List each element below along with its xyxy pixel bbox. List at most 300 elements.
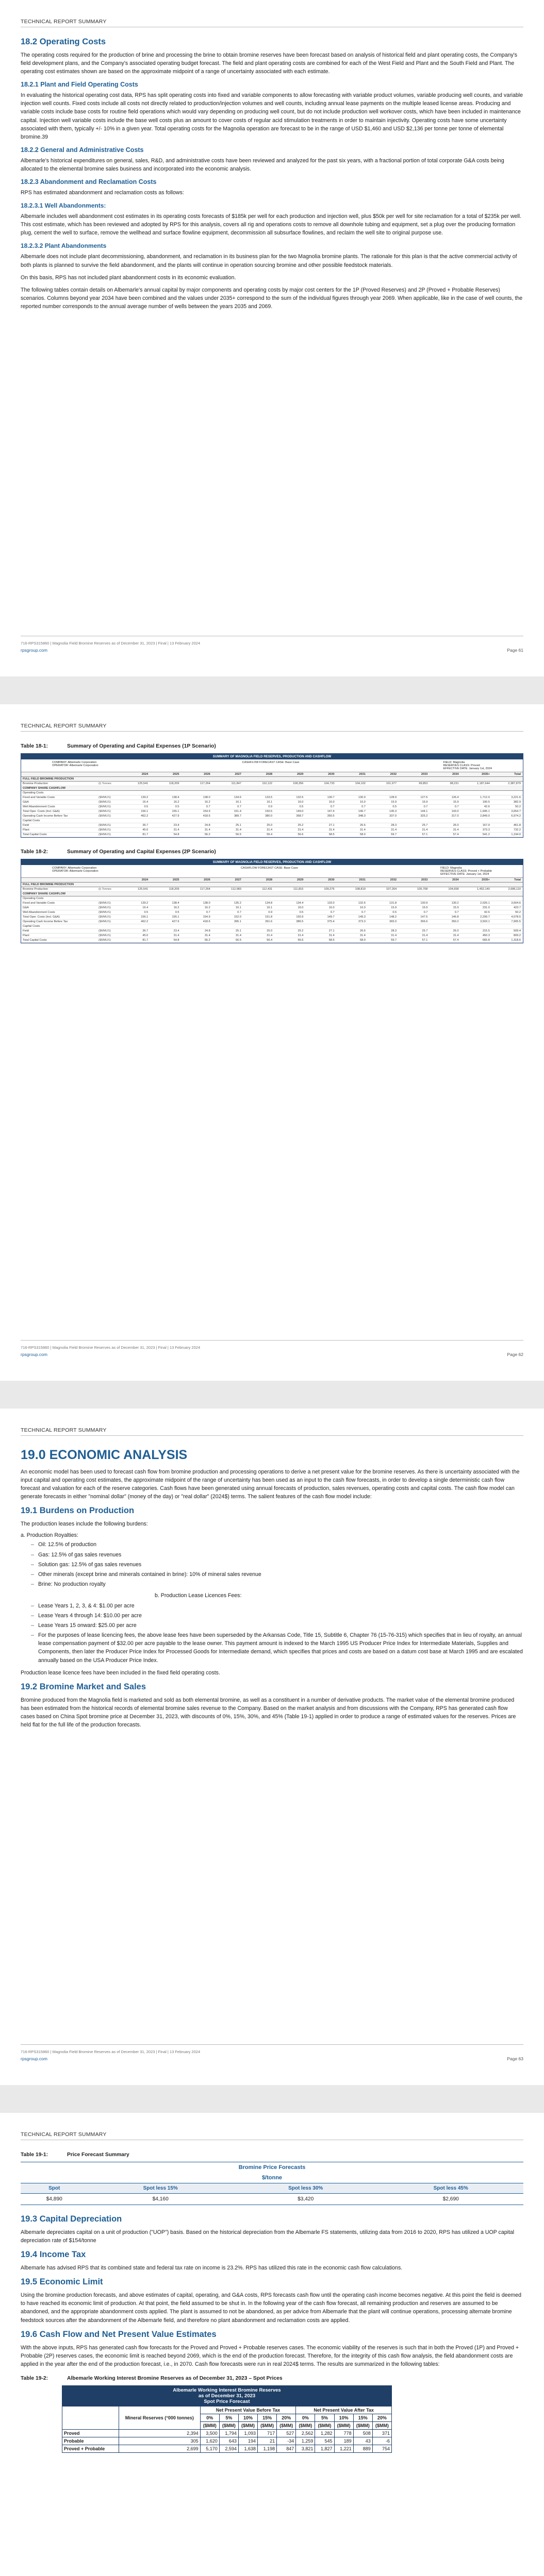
table-cell: 144.1 — [420, 810, 428, 813]
table-cell: 423.7 — [514, 906, 521, 909]
table-cell: 356.6 — [420, 920, 428, 923]
column-header: Spot less 30% — [233, 2183, 378, 2194]
table-cell: 16.0 — [359, 906, 366, 909]
footer-site-link[interactable]: rpsgroup.com — [21, 2056, 47, 2061]
column-header: Spot less 15% — [88, 2183, 233, 2194]
table-cell: 305 — [119, 2437, 201, 2445]
section-heading-18-2-3-1: 18.2.3.1 Well Abandonments: — [21, 202, 106, 210]
row-label: COMPANY SHARE CASHFLOW — [23, 892, 66, 895]
column-header: Spot less 45% — [378, 2183, 523, 2194]
table-cell: 0.9 — [268, 805, 273, 808]
page-header: TECHNICAL REPORT SUMMARY — [21, 1427, 107, 1433]
section-heading-19-5: 19.5 Economic Limit — [21, 2277, 103, 2287]
row-label: Well Abandonment Costs — [23, 805, 55, 808]
list-item: – Lease Years 1, 2, 3, & 4: $1.00 per acre — [31, 1602, 523, 1610]
table-cell: 31.4 — [422, 934, 428, 937]
table-cell: 134.6 — [234, 796, 241, 799]
column-unit: ($MM) — [353, 2421, 372, 2429]
table-cell: 138.4 — [172, 902, 179, 905]
table-cell: 2,594 — [219, 2445, 238, 2452]
column-unit: ($MM) — [315, 2421, 334, 2429]
row-label: Proved — [62, 2429, 119, 2437]
column-header: 10% — [238, 2414, 257, 2421]
table-cell: 145.3 — [389, 810, 397, 813]
table-cell: 111,847 — [231, 782, 241, 785]
table-cell: 2,026.1 — [480, 902, 490, 905]
page-body — [21, 736, 523, 946]
table-row — [21, 901, 523, 906]
table-cell: 348.3 — [358, 815, 366, 818]
table-cell: 151.8 — [265, 916, 273, 919]
table-cell: 1,282 — [315, 2429, 334, 2437]
table-band-title: SUMMARY OF MAGNOLIA FIELD RESERVES, PRODUCTION AND CASHFLOW — [21, 859, 523, 865]
table-caption: Table 18-1: Summary of Operating and Capital Expenses (1P Scenario) — [21, 743, 216, 749]
table-cell: 104,102 — [355, 782, 366, 785]
table-cell: $4,890 — [21, 2194, 88, 2205]
page-header: TECHNICAL REPORT SUMMARY — [21, 19, 107, 25]
table-cell: 427.9 — [172, 920, 179, 923]
table-cell: 45.0 — [142, 828, 149, 832]
table-cell: 1,221 — [334, 2445, 353, 2452]
table-cell: 5,170 — [200, 2445, 219, 2452]
row-label: Well Abandonment Costs — [23, 911, 55, 914]
table-caption: Table 19-2: Albemarle Working Interest Bromine Reserves as of December 31, 2023 – Spot Prices — [21, 2375, 283, 2381]
column-header: Spot — [21, 2183, 88, 2194]
table-cell: 130.0 — [358, 796, 366, 799]
table-cell: 527 — [277, 2429, 296, 2437]
table-cell: 16.0 — [298, 801, 304, 804]
table-row — [21, 823, 523, 828]
table-cell: 2,394 — [119, 2429, 201, 2437]
table-cell: 26.6 — [359, 824, 366, 827]
table-cell: 373.3 — [358, 920, 366, 923]
table-cell: 16.0 — [328, 801, 335, 804]
table-cell: 190.5 — [482, 801, 490, 804]
table-cell: 1,318.6 — [511, 939, 521, 942]
table-cell: 156.1 — [141, 916, 149, 919]
table-cell: 541.2 — [482, 833, 490, 836]
table-cell: 148.2 — [389, 916, 397, 919]
table-cell: 16.1 — [267, 906, 273, 909]
row-unit: ($MMUS) — [98, 902, 111, 905]
report-page-64 — [0, 2113, 544, 2576]
table-cell: 509.4 — [514, 929, 521, 933]
page-header: TECHNICAL REPORT SUMMARY — [21, 2131, 107, 2138]
column-header: 10% — [334, 2414, 353, 2421]
row-label: Plant — [23, 934, 29, 937]
table-row — [21, 819, 523, 823]
section-heading-18-2-3: 18.2.3 Abandonment and Reclamation Costs — [21, 178, 157, 186]
table-cell: 15.9 — [422, 906, 428, 909]
table-cell: 151.4 — [234, 810, 241, 813]
table-cell: 24.8 — [204, 824, 210, 827]
table-cell: 57.1 — [422, 833, 428, 836]
row-unit: ($MMUS) — [98, 939, 111, 942]
table-cell: 31.4 — [359, 934, 366, 937]
table-cell: 0.7 — [237, 805, 241, 808]
section-heading-19-1: 19.1 Burdens on Production — [21, 1506, 135, 1516]
table-cell: 50.2 — [515, 805, 521, 808]
table-cell: 231.0 — [482, 906, 490, 909]
table-cell: 15.9 — [453, 801, 459, 804]
table-body — [21, 777, 523, 837]
table-cell: 382.9 — [514, 801, 521, 804]
table-cell: 167.9 — [482, 824, 490, 827]
table-cell: $4,160 — [88, 2194, 233, 2205]
table-cell: 0.7 — [206, 805, 210, 808]
table-row — [21, 883, 523, 887]
table-cell: 26.0 — [453, 824, 459, 827]
table-cell: 117,264 — [200, 888, 210, 891]
footer-site-link[interactable]: rpsgroup.com — [21, 648, 47, 653]
table-cell: 3,221.6 — [511, 796, 521, 799]
table-cell: 395.1 — [234, 920, 241, 923]
chapter-heading-19: 19.0 ECONOMIC ANALYSIS — [21, 1448, 188, 1462]
table-cell: $3,420 — [233, 2194, 378, 2205]
table-cell: 58.5 — [328, 939, 335, 942]
table-cell: 125,541 — [138, 782, 149, 785]
report-page-62 — [0, 704, 544, 1381]
header-divider — [21, 1435, 523, 1436]
list-item: – Solution gas: 12.5% of gas sales revenues — [31, 1561, 523, 1569]
table-cell: 16.0 — [298, 906, 304, 909]
table-cell: 147.5 — [420, 916, 428, 919]
table-cell: 31.4 — [298, 828, 304, 832]
table-row — [21, 814, 523, 819]
table-cell: 56.6 — [298, 939, 304, 942]
table-cell: 43 — [353, 2437, 372, 2445]
table-cell: 0.9 — [268, 911, 273, 914]
list-label-royalties: a. Production Royalties: — [21, 1532, 78, 1539]
row-label: FULL FIELD BROMINE PRODUCTION — [23, 777, 74, 781]
table-cell: 134.4 — [296, 902, 304, 905]
table-row — [21, 786, 523, 791]
table-cell: 57.4 — [453, 939, 459, 942]
table-cell: $2,690 — [378, 2194, 523, 2205]
table-cell: 133.0 — [327, 902, 335, 905]
table-cell: 56.5 — [236, 833, 241, 836]
table-cell: 1,827 — [315, 2445, 334, 2452]
table-row — [21, 795, 523, 800]
table-row — [21, 924, 523, 929]
table-cell: 3,503.1 — [480, 920, 490, 923]
table-cell: 134.8 — [265, 902, 273, 905]
row-label: Operating Cash Income Before Tax — [23, 920, 68, 923]
paragraph: The operating costs required for the production of brine and processing the brine to obtain bromine reserves have been forecast based on analysis of historical field and plant operating costs, the Company's field development plans, and the Company's associated operating budget forecast. The field and plant operating costs are combined for each of the West Field and Plant and the South Field and Plant. The operating cost estimates shown are based on the approximate midpoint of a range of uncertainty associated with each estimate. — [21, 52, 518, 75]
table-cell: 108,356 — [293, 782, 304, 785]
table-cell: 25.2 — [298, 824, 304, 827]
table-cell: 462.2 — [141, 815, 149, 818]
column-header: 0% — [200, 2414, 219, 2421]
table-cell: 23.4 — [173, 929, 179, 933]
table-cell: 665.8 — [482, 939, 490, 942]
paragraph: On this basis, RPS has not included plant abandonment costs in its economic evaluation. — [21, 274, 236, 281]
row-unit: (t) Tonnes — [98, 888, 111, 891]
table-cell: 107,264 — [386, 888, 397, 891]
table-cell: 31.4 — [204, 828, 210, 832]
paragraph: Using the bromine production forecasts, and above estimates of capital, operating, and G&A costs, RPS forecasts cash flow until the operating cash income becomes negative. At this point the field is deemed to have reached its economic limit of production. At that point, the field assumed to be shut in. In the following year of the cash flow forecast, all remaining production and reserves are assumed to be abandoned, and the appropriate abandonment costs applied. The plant is assumed to not be abandoned, as per advice from Albemarle that the plant will continue operations, processing alternate bromine feedstock sources after the abandonment of the Albemarle field, and therefore no plant abandonment and reclamation costs are applied. — [21, 2292, 522, 2324]
section-heading-19-2: 19.2 Bromine Market and Sales — [21, 1682, 146, 1691]
table-row — [62, 2445, 392, 2452]
row-label: Field — [23, 929, 29, 933]
table-cell: 135.2 — [234, 902, 241, 905]
table-cell: 138.4 — [172, 796, 179, 799]
table-cell: 2,699 — [119, 2445, 201, 2452]
table-cell: 105,708 — [417, 888, 428, 891]
paragraph: With the above inputs, RPS has generated cash flow forecasts for the Proved and Proved + Probable reserves cases. The economic viability of the reserves is such that in both the Proved (1P) and Proved + Probable (2P) reserves cases, the economic limit is reached beyond 2069, which is the end of the production forecast. Therefore, for the integrity of this cash flow analysis, the field abandonment costs are applied in the year after the end of the production forecast, i.e., in 2070. Cash flow forecasts were run in real 2024$ terms. The results are summarized in the following tables: — [21, 2344, 519, 2367]
table-row — [21, 805, 523, 809]
table-cell: 98,231 — [450, 782, 459, 785]
page-body — [21, 1440, 523, 1733]
row-label: Fixed and Variable Costs — [23, 796, 55, 799]
table-cell: 28.3 — [391, 824, 397, 827]
column-header: 5% — [315, 2414, 334, 2421]
row-unit: ($MMUS) — [98, 934, 111, 937]
table-cell: 112,431 — [262, 888, 273, 891]
table-band-title: SUMMARY OF MAGNOLIA FIELD RESERVES, PRODUCTION AND CASHFLOW — [21, 754, 523, 759]
table-cell: 16.1 — [236, 801, 241, 804]
table-cell: 143.0 — [451, 810, 459, 813]
table-cell: 130.2 — [451, 902, 459, 905]
table-cell: 31.4 — [391, 828, 397, 832]
table-cell: 36.7 — [142, 824, 149, 827]
table-cell: 809.2 — [514, 934, 521, 937]
paragraph: Albemarle does not include plant decommissioning, abandonment, and reclamation in its business plan for the two Magnolia bromine plants. The rationale for this plan is that the active commercial activity of both plants is planned to survive the field abandonment, and the plants will continue in operation sourcing bromine and other possible feedstock materials. — [21, 253, 517, 268]
table-cell: 1,620 — [200, 2437, 219, 2445]
table-row — [21, 887, 523, 892]
table-cell: 1,452,140 — [476, 888, 490, 891]
table-cell: 25.2 — [298, 929, 304, 933]
table-cell: 21 — [258, 2437, 277, 2445]
row-label: Bromine Production — [23, 782, 48, 785]
table-cell: 28.3 — [391, 929, 397, 933]
paragraph: Bromine produced from the Magnolia field is marketed and sold as both elemental bromine, as well as a constituent in a number of derivative products. The market value of the elemental bromine produced has been estimated from the historical records of elemental bromine sales revenue to the Company. Based on the market analysis and from discussions with the Company, RPS has generated cash flow cases based on China Spot bromine price at December 31, 2023, with discounts of 0%, 15%, 30%, and 45% (Table 19-1) applied in order to produce a range of estimated values for the reserves. Prices are held flat for the full life of the production forecasts. — [21, 1697, 516, 1728]
section-heading-18-2-2: 18.2.2 General and Administrative Costs — [21, 146, 144, 154]
footer-reference: 716-RPS315860 | Magnolia Field Bromine Reserves as of December 31, 2023 | Final | 13 February 2024 — [21, 641, 201, 646]
list-label-fees: b. Production Lease Licences Fees: — [155, 1592, 242, 1599]
table-cell: 16.0 — [359, 801, 366, 804]
row-label: Total Oper. Costs (Incl. G&A) — [23, 810, 60, 813]
page-number: Page 61 — [507, 648, 523, 653]
table-cell: 717 — [258, 2429, 277, 2437]
column-unit: ($MM) — [334, 2421, 353, 2429]
table-row — [21, 777, 523, 782]
table-cell: 350.5 — [327, 815, 335, 818]
table-cell: 1,259 — [296, 2437, 315, 2445]
table-cell: 2,562 — [296, 2429, 315, 2437]
table-cell: 2,686,110 — [508, 888, 521, 891]
row-label: FULL FIELD BROMINE PRODUCTION — [23, 883, 74, 886]
table-cell: 325.2 — [420, 815, 428, 818]
table-cell: 0.7 — [330, 805, 335, 808]
table-cell: 0.5 — [299, 805, 304, 808]
table-cell: 155.1 — [172, 916, 179, 919]
row-unit: ($MMUS) — [98, 796, 111, 799]
table-cell: 128.9 — [389, 796, 397, 799]
table-cell: 0.5 — [392, 805, 397, 808]
table-cell: 150.5 — [265, 810, 273, 813]
table-cell: 31.4 — [267, 828, 273, 832]
table-cell: 0.7 — [454, 805, 459, 808]
table-cell: 1,638 — [238, 2445, 257, 2452]
column-unit: ($MM) — [296, 2421, 315, 2429]
fees-list — [31, 1602, 523, 1665]
table-cell: 31.4 — [391, 934, 397, 937]
list-item: – Lease Years 4 through 14: $10.00 per acre — [31, 1612, 523, 1620]
list-item: – Other minerals (except brine and minerals contained in brine): 10% of mineral sales revenue — [31, 1570, 523, 1579]
table-caption: Table 18-2: Summary of Operating and Capital Expenses (2P Scenario) — [21, 849, 216, 855]
table-cell: 104,733 — [324, 782, 335, 785]
row-label: Total Capital Costs — [23, 833, 47, 836]
row-unit: ($MMUS) — [98, 920, 111, 923]
table-cell: 154.9 — [203, 916, 210, 919]
table-cell: 31.4 — [328, 828, 335, 832]
table-cell: 26.6 — [359, 929, 366, 933]
table-cell: 337.0 — [389, 815, 397, 818]
table-row — [21, 906, 523, 910]
table-cell: 104,658 — [448, 888, 459, 891]
page-gap — [0, 1381, 544, 1409]
row-label: Operating Costs — [23, 897, 44, 900]
table-cell: 0.5 — [299, 911, 304, 914]
table-cell: 54.8 — [173, 833, 179, 836]
table-row — [62, 2437, 392, 2445]
table-cell: 3,604.6 — [511, 902, 521, 905]
table-cell: 154.9 — [203, 810, 210, 813]
table-cell: 59.7 — [391, 833, 397, 836]
table-cell: 138.0 — [203, 902, 210, 905]
table-cell: 31.4 — [453, 828, 459, 832]
table-cell: 56.4 — [267, 833, 273, 836]
table-cell: 1,198 — [258, 2445, 277, 2452]
table-cell: 50.2 — [515, 911, 521, 914]
table-cell: 23.4 — [173, 824, 179, 827]
opex-capex-table-1p — [21, 753, 523, 838]
table-caption: Table 19-1: Price Forecast Summary — [21, 2152, 129, 2158]
table-cell: 368.7 — [296, 815, 304, 818]
table-cell: 31.4 — [236, 934, 241, 937]
table-cell: 110,122 — [262, 782, 273, 785]
table-cell: 1,794 — [219, 2429, 238, 2437]
table-cell: 45.0 — [142, 934, 149, 937]
table-cell: 15.9 — [422, 801, 428, 804]
table-cell: 31.4 — [422, 828, 428, 832]
table-cell: 31.4 — [328, 934, 335, 937]
table-cell: 112,983 — [231, 888, 241, 891]
table-cell: 0.7 — [361, 805, 366, 808]
table-cell: 27.1 — [328, 824, 335, 827]
table-cell: 317.0 — [451, 815, 459, 818]
table-cell: 0.7 — [206, 911, 210, 914]
table-cell: 126.4 — [451, 796, 459, 799]
table-row — [21, 920, 523, 924]
table-title: Bromine Price Forecasts — [21, 2162, 523, 2173]
table-cell: -34 — [277, 2437, 296, 2445]
table-cell: 150.9 — [296, 916, 304, 919]
table-header-row: 2024 2025 2026 2027 2028 2029 2030 2031 2032 2033 2034 2035+ Total — [21, 772, 523, 777]
table-cell: 461.8 — [514, 824, 521, 827]
table-cell: 15.9 — [453, 906, 459, 909]
table-cell: 391.6 — [265, 920, 273, 923]
table-cell: 16.2 — [173, 906, 179, 909]
row-label: Plant — [23, 828, 29, 832]
table-cell: 373.3 — [482, 828, 490, 832]
table-cell: 24.8 — [204, 929, 210, 933]
table-cell: 0.7 — [361, 911, 366, 914]
table-cell: 130.9 — [420, 902, 428, 905]
table-cell: 0.7 — [330, 911, 335, 914]
table-cell: 386.5 — [296, 920, 304, 923]
price-forecast-table — [21, 2162, 523, 2205]
table-row — [21, 896, 523, 901]
table-cell: 16.0 — [328, 906, 335, 909]
table-cell: 101,977 — [386, 782, 397, 785]
table-cell: 847 — [277, 2445, 296, 2452]
table-cell: 58.0 — [359, 939, 366, 942]
column-unit: ($MM) — [238, 2421, 257, 2429]
table-cell: 1,945.1 — [480, 810, 490, 813]
table-body — [21, 883, 523, 943]
table-cell: 138.0 — [203, 796, 210, 799]
table-cell: 57.1 — [422, 939, 428, 942]
table-cell: 418.6 — [203, 815, 210, 818]
table-cell: 1,093 — [238, 2429, 257, 2437]
table-cell: 31.4 — [173, 934, 179, 937]
table-cell: 31.4 — [267, 934, 273, 937]
table-cell: 25.7 — [422, 929, 428, 933]
table-row — [21, 782, 523, 786]
table-cell: 146.7 — [358, 810, 366, 813]
section-heading-18-2-3-2: 18.2.3.2 Plant Abandonments — [21, 242, 107, 250]
table-cell: 31.4 — [204, 934, 210, 937]
table-cell: 16.2 — [173, 801, 179, 804]
section-heading-18-2: 18.2 Operating Costs — [21, 37, 106, 46]
row-label: Fixed and Variable Costs — [23, 902, 55, 905]
opex-capex-table-2p — [21, 859, 523, 943]
header-divider — [21, 731, 523, 732]
footer-site-link[interactable]: rpsgroup.com — [21, 1352, 47, 1357]
table-cell: 117,264 — [200, 782, 210, 785]
table-cell: 371 — [372, 2429, 391, 2437]
table-cell: 132.6 — [358, 902, 366, 905]
table-cell: 0.7 — [423, 805, 428, 808]
table-cell: 25.7 — [422, 824, 428, 827]
table-cell: 81.7 — [142, 833, 149, 836]
table-cell: 149.0 — [296, 810, 304, 813]
table-row — [21, 791, 523, 795]
table-cell: 56.6 — [298, 833, 304, 836]
paragraph: In evaluating the historical operating cost data, RPS has split operating costs into fixed and variable components to allow forecasting with variable product volumes, variable producing well counts, and variable injection well counts. Fixed costs include all costs not directly related to production/injection volumes and well counts, including annual lease payments on the multiple leased license areas. Producing and variable costs include base costs for routine field operations which would vary depending on producing well count, but do not include production well workover costs, which have been included in maintenance capital. Injection well variable costs include the base well costs plus an amount to cover costs of regular acid stimulation treatments in order to maintain injectivity. Operating costs have some uncertainty associated with them, typically +/- 10% in a given year. Total operating costs for the Magnolia operation are forecast to be in the range of USD $1,460 and USD $2,136 per tonne per tonne of elemental bromine.39 — [21, 92, 523, 140]
table-row — [21, 934, 523, 938]
table-cell: 131.8 — [389, 902, 397, 905]
list-item: – Lease Years 15 onward: $25.00 per acre — [31, 1621, 523, 1630]
table-cell: 58.5 — [328, 833, 335, 836]
page-gap — [0, 2085, 544, 2113]
paragraph: RPS has estimated abandonment and reclamation costs as follows: — [21, 190, 184, 196]
section-heading-19-6: 19.6 Cash Flow and Net Present Value Estimates — [21, 2329, 217, 2339]
table-cell: 16.2 — [204, 801, 210, 804]
table-cell: 4,078.5 — [511, 916, 521, 919]
column-header: Mineral Reserves (°000 tonnes) — [119, 2406, 201, 2429]
table-cell: 0.5 — [144, 911, 149, 914]
row-unit: ($MMUS) — [98, 833, 111, 836]
table-cell: 25.0 — [267, 824, 273, 827]
table-cell: 365.0 — [389, 920, 397, 923]
table-cell: 149.7 — [327, 916, 335, 919]
table-row — [21, 828, 523, 833]
column-unit: ($MM) — [372, 2421, 391, 2429]
row-unit: ($MMUS) — [98, 805, 111, 808]
